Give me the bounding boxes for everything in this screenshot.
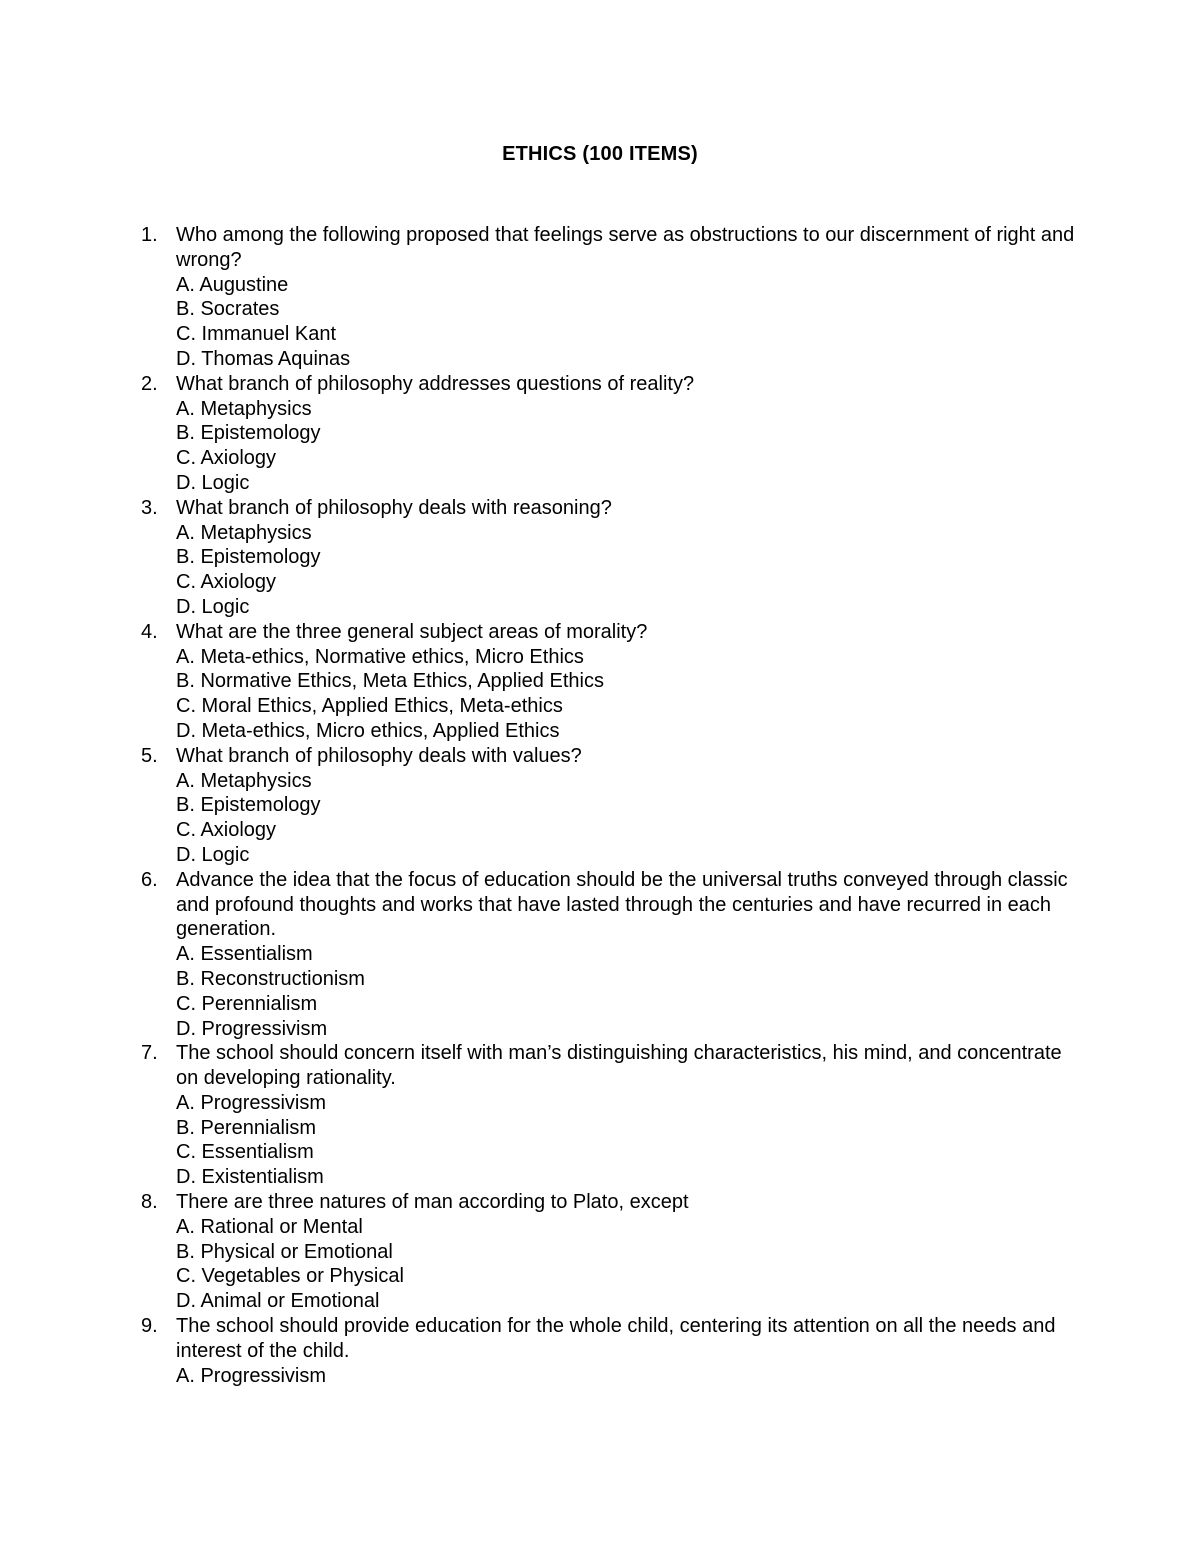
question-item-1: [0, 223, 1076, 372]
answer-option: C. Moral Ethics, Applied Ethics, Meta-ethics: [176, 695, 563, 718]
answer-option: D. Animal or Emotional: [176, 1290, 380, 1313]
answer-option: B. Normative Ethics, Meta Ethics, Applied Ethics: [176, 670, 604, 693]
question-item-3: [0, 496, 1076, 620]
question-item-8: [0, 1190, 1076, 1314]
question-number: 9.: [141, 1315, 158, 1338]
answer-option: C. Vegetables or Physical: [176, 1265, 404, 1288]
question-number: 6.: [141, 868, 158, 891]
answer-option: A. Essentialism: [176, 943, 313, 966]
question-item-5: [0, 744, 1076, 868]
question-number: 3.: [141, 496, 158, 519]
answer-option: D. Thomas Aquinas: [176, 347, 351, 370]
question-text: What branch of philosophy deals with values?: [176, 744, 582, 767]
question-text: There are three natures of man according to Plato, except: [176, 1191, 689, 1214]
question-text: The school should provide education for the whole child, centering its attention on all the needs and interest of the child.: [176, 1315, 1056, 1362]
answer-option: A. Progressivism: [176, 1091, 327, 1114]
question-text: The school should concern itself with man’s distinguishing characteristics, his mind, and concentrate on developing rationality.: [176, 1042, 1062, 1090]
answer-option: B. Epistemology: [176, 422, 321, 445]
answer-option: D. Progressivism: [176, 1017, 328, 1040]
question-number: 5.: [141, 744, 158, 767]
answer-option: B. Perennialism: [176, 1116, 317, 1139]
answer-option: B. Physical or Emotional: [176, 1240, 393, 1263]
answer-option: B. Reconstructionism: [176, 967, 365, 990]
answer-option: C. Axiology: [176, 447, 277, 470]
question-text: What branch of philosophy addresses questions of reality?: [176, 372, 695, 395]
question-text: What are the three general subject areas of morality?: [176, 620, 648, 643]
answer-option: D. Existentialism: [176, 1166, 324, 1189]
answer-option: A. Progressivism: [176, 1364, 327, 1387]
answer-option: A. Augustine: [176, 273, 289, 296]
answer-option: B. Epistemology: [176, 546, 321, 569]
question-number: 1.: [141, 224, 158, 246]
answer-option: C. Immanuel Kant: [176, 323, 337, 346]
question-text: Who among the following proposed that feelings serve as obstructions to our discernment of right and wrong?: [176, 224, 1075, 271]
answer-option: A. Rational or Mental: [176, 1215, 363, 1238]
question-list: [0, 223, 1200, 1388]
answer-option: C. Essentialism: [176, 1141, 314, 1164]
question-item-6: [0, 868, 1076, 1042]
answer-option: C. Axiology: [176, 571, 277, 594]
question-item-9: [0, 1314, 1076, 1388]
question-number: 2.: [141, 372, 158, 395]
answer-option: D. Meta-ethics, Micro ethics, Applied Ethics: [176, 719, 560, 742]
document-title: ETHICS (100 ITEMS): [502, 143, 698, 165]
answer-option: B. Socrates: [176, 298, 280, 321]
answer-option: C. Axiology: [176, 819, 277, 842]
question-text: Advance the idea that the focus of education should be the universal truths conveyed through classic and profound thoughts and works that have lasted through the centuries and have recurred in each generation.: [176, 868, 1068, 941]
answer-option: D. Logic: [176, 595, 250, 618]
question-text: What branch of philosophy deals with reasoning?: [176, 496, 612, 519]
question-number: 7.: [141, 1042, 158, 1065]
answer-option: D. Logic: [176, 471, 250, 494]
answer-option: D. Logic: [176, 843, 250, 866]
question-number: 8.: [141, 1191, 158, 1214]
answer-option: A. Meta-ethics, Normative ethics, Micro Ethics: [176, 645, 584, 668]
answer-option: B. Epistemology: [176, 794, 321, 817]
answer-option: A. Metaphysics: [176, 521, 312, 544]
question-number: 4.: [141, 620, 158, 643]
question-item-2: [0, 372, 1076, 496]
question-item-7: [0, 1041, 1076, 1190]
answer-option: C. Perennialism: [176, 992, 318, 1015]
answer-option: A. Metaphysics: [176, 397, 312, 420]
answer-option: A. Metaphysics: [176, 769, 312, 792]
question-item-4: [0, 620, 1076, 744]
